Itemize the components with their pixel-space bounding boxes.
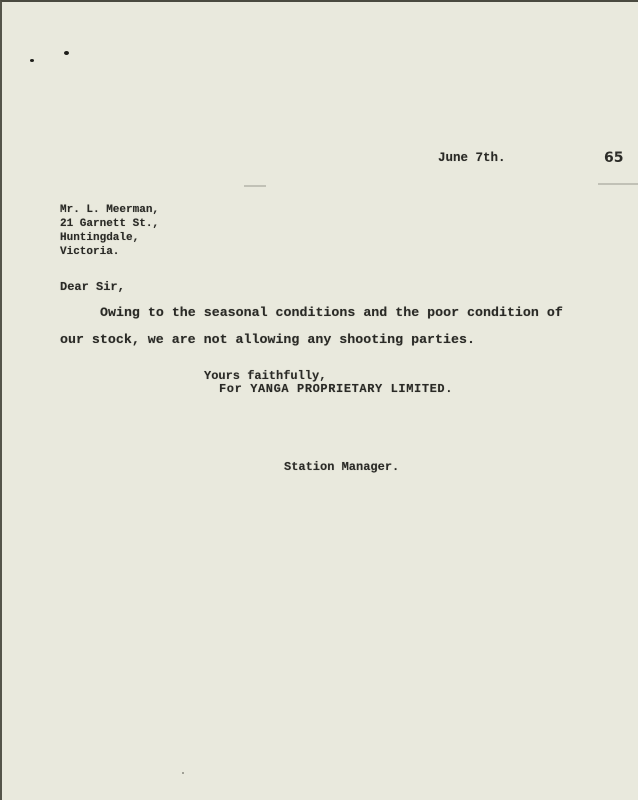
page-number: 65 bbox=[604, 150, 624, 166]
staple-mark-left bbox=[30, 59, 34, 62]
signatory-title: Station Manager. bbox=[284, 460, 400, 474]
speck-mark bbox=[182, 772, 184, 774]
recipient-state: Victoria. bbox=[60, 246, 120, 258]
salutation: Dear Sir, bbox=[60, 280, 125, 294]
body-line-2: our stock, we are not allowing any shooting parties. bbox=[60, 332, 475, 347]
smudge-mark bbox=[244, 185, 266, 187]
staple-mark-right bbox=[64, 51, 69, 55]
recipient-street: 21 Garnett St., bbox=[60, 218, 160, 230]
company-name: For YANGA PROPRIETARY LIMITED. bbox=[219, 382, 454, 396]
recipient-suburb: Huntingdale, bbox=[60, 232, 140, 244]
smudge-mark bbox=[598, 183, 638, 185]
recipient-name: Mr. L. Meerman, bbox=[60, 204, 160, 216]
letter-date: June 7th. bbox=[438, 151, 506, 165]
closing: Yours faithfully, bbox=[204, 369, 327, 383]
body-line-1: Owing to the seasonal conditions and the poor condition of bbox=[100, 305, 563, 320]
